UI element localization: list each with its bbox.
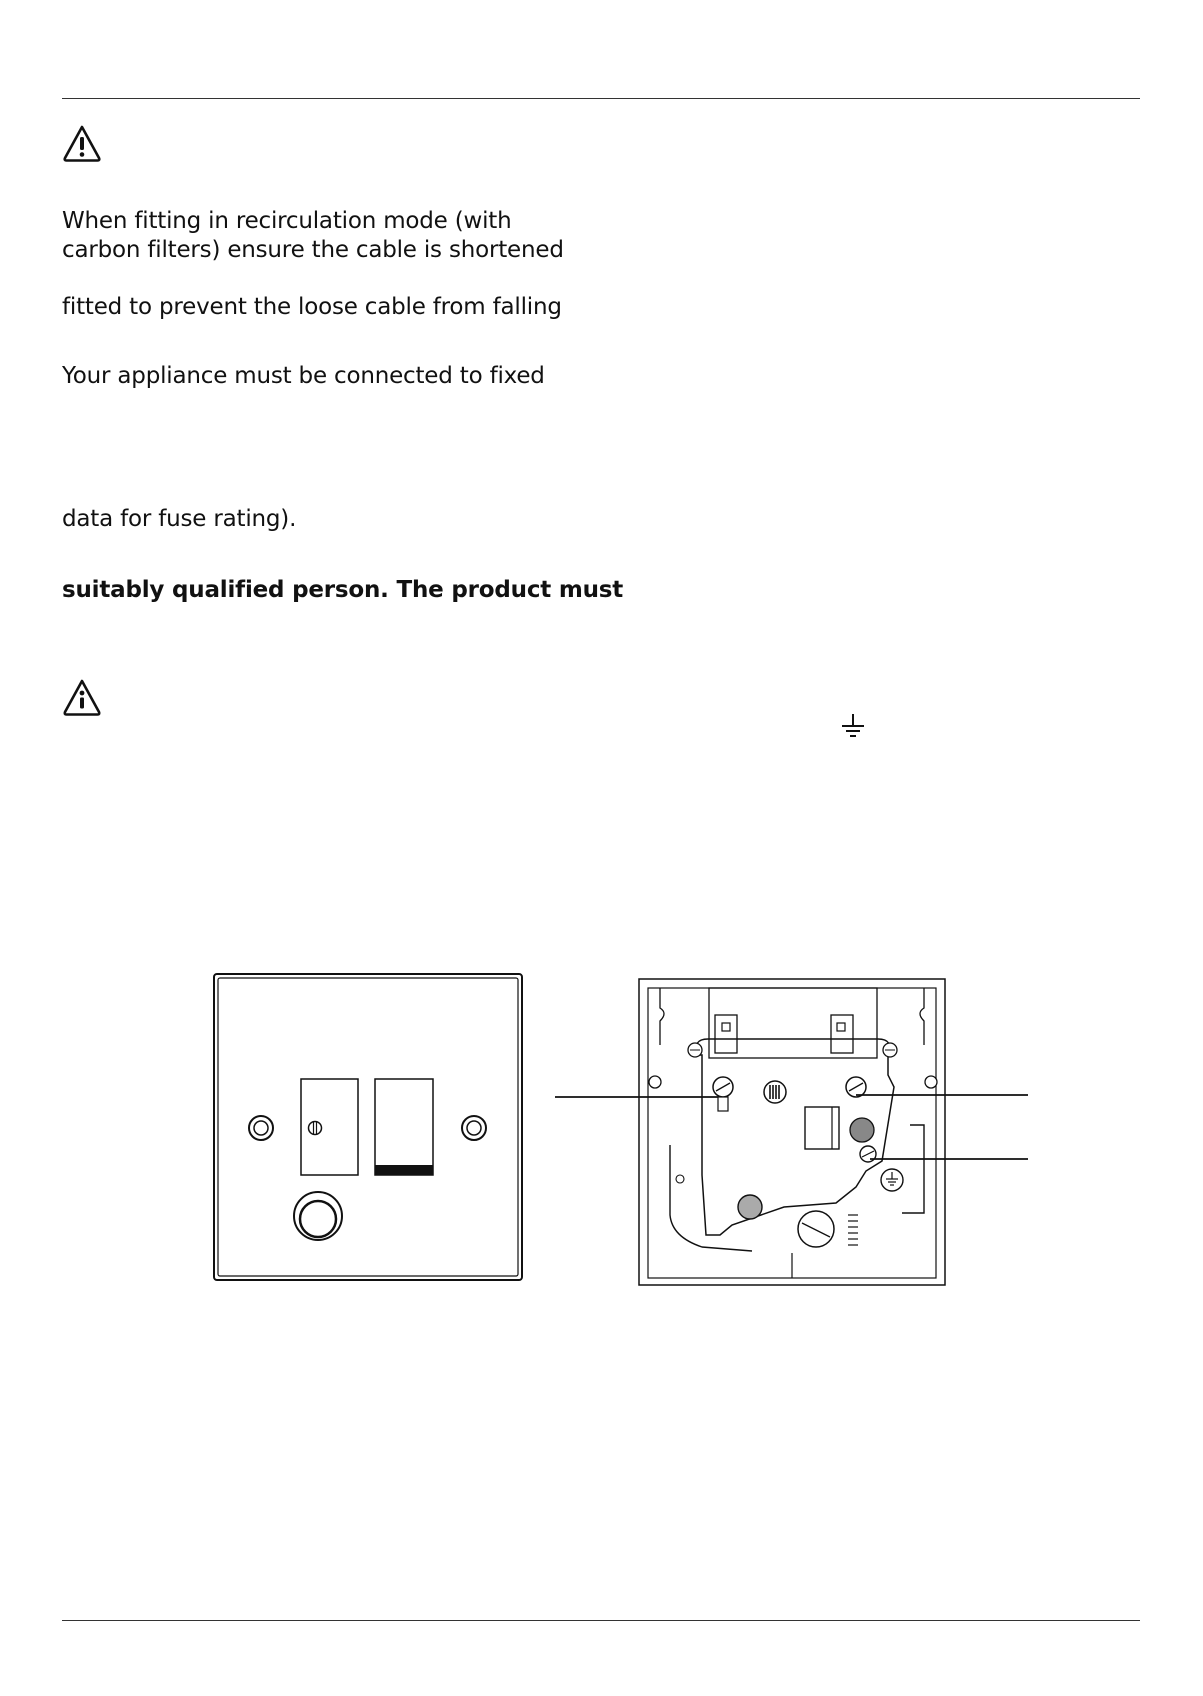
information-triangle-icon: [62, 678, 102, 718]
text-line-qualified-person: suitably qualified person. The product must: [62, 577, 624, 603]
text-line-carbon-filters: carbon filters) ensure the cable is shortened: [62, 237, 564, 263]
text-line-recirculation: When fitting in recirculation mode (with: [62, 208, 512, 234]
text-line-fuse-rating: data for fuse rating).: [62, 506, 297, 532]
text-line-loose-cable: fitted to prevent the loose cable from falling: [62, 294, 562, 320]
cable-grommet: [850, 1118, 874, 1142]
header-rule: [62, 98, 1140, 99]
earth-ground-symbol-icon: [838, 712, 868, 742]
centre-rivet: [764, 1081, 786, 1103]
warning-triangle-icon: [62, 124, 102, 164]
lower-rivet: [738, 1195, 762, 1219]
switch-wiring-rear-figure: [552, 975, 1035, 1291]
rocker-switch: [375, 1079, 433, 1175]
switch-faceplate-front-figure: [210, 970, 528, 1286]
footer-rule: [62, 1620, 1140, 1621]
earth-marking: [881, 1169, 903, 1191]
fuse-holder: [301, 1079, 358, 1175]
text-line-fixed-wiring: Your appliance must be connected to fixed: [62, 363, 545, 389]
neutral-terminal-screw: [846, 1077, 866, 1097]
